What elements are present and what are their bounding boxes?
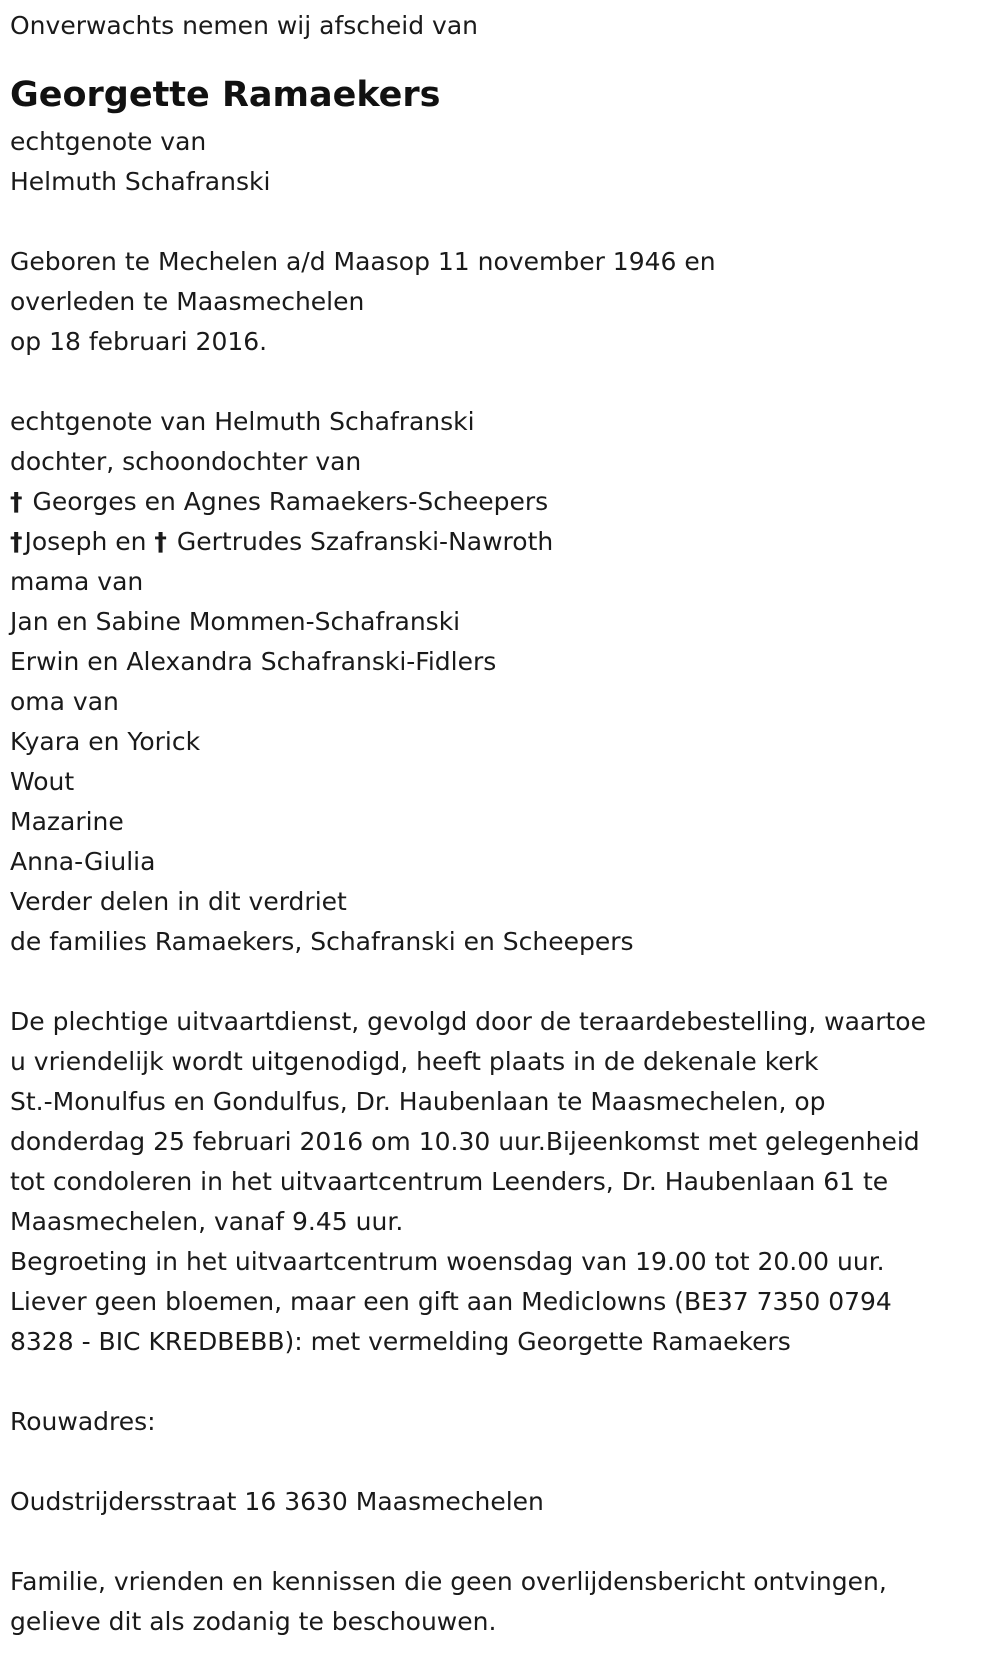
- ceremony-line: tot condoleren in het uitvaartcentrum Leenders, Dr. Haubenlaan 61 te: [10, 1167, 889, 1196]
- closing-line: gelieve dit als zodanig te beschouwen.: [10, 1607, 497, 1636]
- ceremony-line: Begroeting in het uitvaartcentrum woensdag van 19.00 tot 20.00 uur.: [10, 1247, 885, 1276]
- child-item: Erwin en Alexandra Schafranski-Fidlers: [10, 647, 497, 676]
- ceremony-line: De plechtige uitvaartdienst, gevolgd door de teraardebestelling, waartoe: [10, 1007, 926, 1036]
- mama-label: mama van: [10, 567, 144, 596]
- family-spouse-line: echtgenote van Helmuth Schafranski: [10, 407, 475, 436]
- obituary-document: [10, 6, 995, 1642]
- ceremony-line: Maasmechelen, vanaf 9.45 uur.: [10, 1207, 404, 1236]
- spouse-label: echtgenote van: [10, 127, 207, 156]
- rouwadres-label: Rouwadres:: [10, 1407, 156, 1436]
- ceremony-line: St.-Monulfus en Gondulfus, Dr. Haubenlaan te Maasmechelen, op: [10, 1087, 826, 1116]
- parents-in-law-first: Joseph en: [24, 527, 147, 556]
- spacer: [10, 362, 995, 402]
- parents-names: Georges en Agnes Ramaekers-Scheepers: [32, 487, 549, 516]
- sharing-line: Verder delen in dit verdriet: [10, 887, 347, 916]
- cross-icon: †: [10, 487, 23, 516]
- birth-line: Geboren te Mechelen a/d Maasop 11 november 1946 en: [10, 247, 716, 276]
- intro-text: Onverwachts nemen wij afscheid van: [10, 11, 478, 40]
- death-place-line: overleden te Maasmechelen: [10, 287, 365, 316]
- grandchild-item: Kyara en Yorick: [10, 727, 201, 756]
- grandchild-item: Anna-Giulia: [10, 847, 156, 876]
- family-daughter-line: dochter, schoondochter van: [10, 447, 362, 476]
- ceremony-line: donderdag 25 februari 2016 om 10.30 uur.Bijeenkomst met gelegenheid: [10, 1127, 920, 1156]
- spouse-name: Helmuth Schafranski: [10, 167, 271, 196]
- oma-label: oma van: [10, 687, 119, 716]
- cross-icon: †: [154, 527, 167, 556]
- sharing-families-line: de families Ramaekers, Schafranski en Scheepers: [10, 927, 634, 956]
- death-date-line: op 18 februari 2016.: [10, 327, 268, 356]
- spacer: [10, 1442, 995, 1482]
- grandchild-item: Mazarine: [10, 807, 124, 836]
- ceremony-line: u vriendelijk wordt uitgenodigd, heeft plaats in de dekenale kerk: [10, 1047, 819, 1076]
- cross-icon: †: [10, 527, 23, 556]
- address-line: Oudstrijdersstraat 16 3630 Maasmechelen: [10, 1487, 544, 1516]
- grandchild-item: Wout: [10, 767, 75, 796]
- parents-line: [10, 482, 995, 522]
- ceremony-line: Liever geen bloemen, maar een gift aan Mediclowns (BE37 7350 0794: [10, 1287, 892, 1316]
- spacer: [10, 1522, 995, 1562]
- deceased-name: Georgette Ramaekers: [10, 75, 441, 115]
- spacer: [10, 962, 995, 1002]
- parents-in-law-second: Gertrudes Szafranski-Nawroth: [176, 527, 554, 556]
- ceremony-line: 8328 - BIC KREDBEBB): met vermelding Georgette Ramaekers: [10, 1327, 791, 1356]
- spacer: [10, 1362, 995, 1402]
- parents-in-law-line: [10, 522, 995, 562]
- spacer: [10, 202, 995, 242]
- closing-line: Familie, vrienden en kennissen die geen overlijdensbericht ontvingen,: [10, 1567, 887, 1596]
- child-item: Jan en Sabine Mommen-Schafranski: [10, 607, 461, 636]
